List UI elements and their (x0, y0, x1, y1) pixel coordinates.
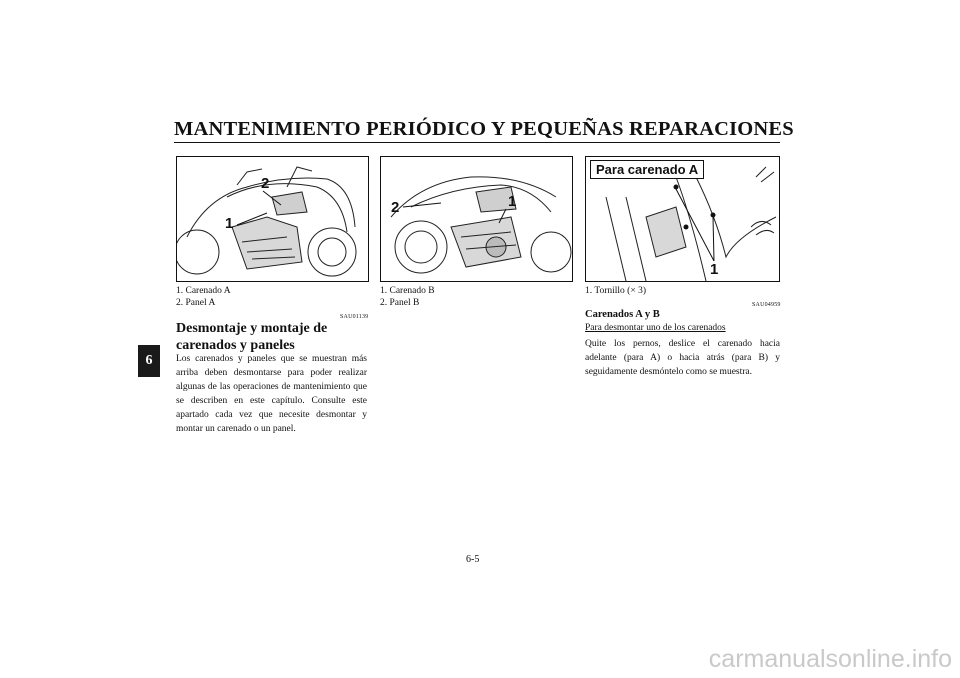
callout-1: 1 (508, 193, 517, 210)
section-body: Quite los pernos, deslice el carenado hacia adelante (para A) o hacia atrás (para B) y seguidamente desmóntelo como se muestra. (585, 339, 780, 377)
callout-1: 1 (710, 261, 719, 278)
section-subheading: Para desmontar uno de los carenados (585, 323, 726, 333)
page-number: 6-5 (466, 554, 480, 565)
section-body: Los carenados y paneles que se muestran más arriba deben desmontarse para poder realizar algunas de las operaciones de mantenimiento que se describen en este capítulo. Consulte este apartado cada vez que necesite desmontar y montar un carenado o un panel. (176, 354, 367, 434)
caption-line: 1. Tornillo (× 3) (585, 286, 646, 296)
motorcycle-right-illustration (381, 157, 572, 281)
figure-1-caption (176, 285, 231, 309)
caption-line: 2. Panel A (176, 298, 216, 308)
figure-2-caption (380, 285, 435, 309)
caption-line: 1. Carenado A (176, 286, 231, 296)
section-code: SAU04959 (752, 302, 781, 308)
callout-2: 2 (391, 199, 400, 216)
motorcycle-left-illustration (177, 157, 368, 281)
figure-label: Para carenado A (590, 160, 704, 179)
callout-1: 1 (225, 215, 234, 232)
caption-line: 2. Panel B (380, 298, 420, 308)
section-heading: Desmontaje y montaje de carenados y paneles (176, 321, 328, 353)
section-code: SAU01139 (340, 314, 369, 320)
page-title: MANTENIMIENTO PERIÓDICO Y PEQUEÑAS REPARACIONES (174, 118, 794, 140)
figure-3-caption (585, 285, 646, 297)
section-heading: Carenados A y B (585, 309, 660, 320)
caption-line: 1. Carenado B (380, 286, 435, 296)
figure-fairing-a (176, 156, 369, 282)
figure-fairing-a-bolts (585, 156, 780, 282)
callout-2: 2 (261, 175, 270, 192)
figure-fairing-b (380, 156, 573, 282)
chapter-tab: 6 (138, 345, 160, 377)
watermark: carmanualsonline.info (708, 645, 952, 673)
title-rule (174, 142, 780, 143)
